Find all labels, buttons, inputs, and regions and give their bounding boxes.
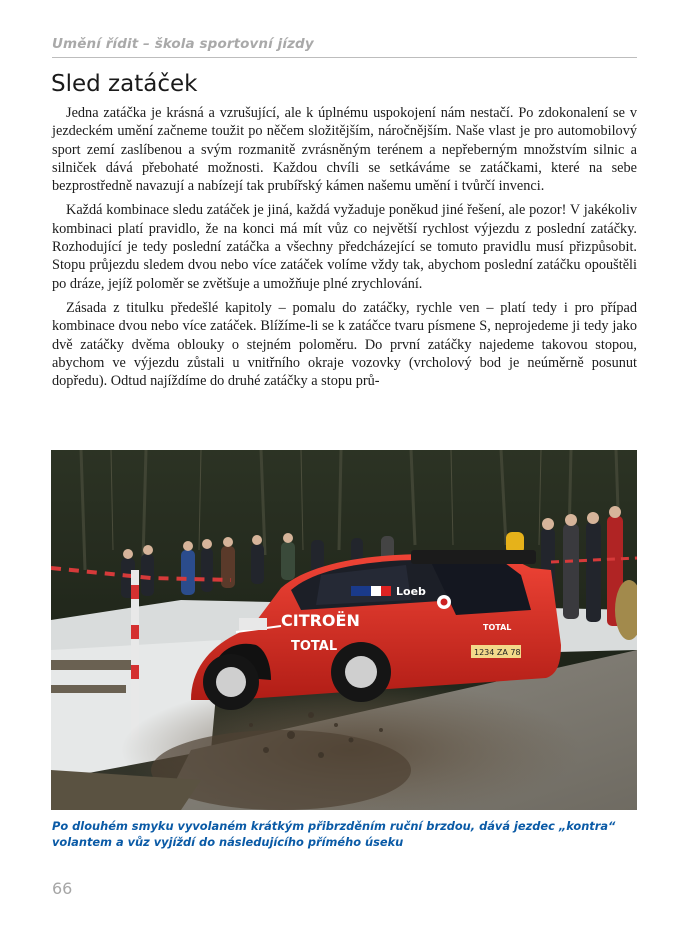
- header-divider: [52, 57, 637, 58]
- article-body: [52, 104, 637, 396]
- paragraph-2: Každá kombinace sledu zatáček je jiná, každá vyžaduje poněkud jiné řešení, ale pozor! V jakékoliv kombinaci platí pravidlo, že na konci má mít vůz co největší rychlost výjezdu z poslední zatáčky. Rozhodující je tedy poslední zatáčka a všechny předcházející se tomuto pravidlu musí přizpůsobit. Stopu průjezdu sledem dvou nebo více zatáček volíme vždy tak, abychom poslední zatáčku opouštěli po dráze, jejíž poloměr se zvětšuje a umožňuje plné zrychlování.: [52, 202, 637, 292]
- license-plate: 1234 ZA 78: [474, 648, 521, 657]
- section-title: Sled zatáček: [51, 71, 198, 97]
- photo-caption: Po dlouhém smyku vyvolaném krátkým přibrzděním ruční brzdou, dává jezdec „kontra“ volantem a vůz vyjíždí do následujícího přímého úseku: [52, 819, 616, 849]
- running-header: Umění řídit – škola sportovní jízdy: [52, 36, 314, 52]
- page-number: 66: [52, 879, 73, 898]
- car-brand-logo: CITROËN: [281, 611, 360, 630]
- svg-text:TOTAL: TOTAL: [483, 623, 512, 632]
- driver-name: Loeb: [396, 585, 426, 598]
- paragraph-1: Jedna zatáčka je krásná a vzrušující, ale k úplnému uspokojení nám nestačí. Po zdokonalení se v jezdeckém umění začneme toužit po něčem složitějším, náročnějším. Naše vlast je pro automobilový sport zemí zaslíbenou a svým rozmanitě zvrásněným terénem a nepřeberným množstvím silnic a silniček dává přebohaté možnosti. Každou chvíli se setkáváme se zatáčkami, které na sebe bezprostředně navazují a nabízejí tak prubířský kámen našemu umění i tvůrčí invenci.: [52, 105, 637, 195]
- paragraph-3: Zásada z titulku předešlé kapitoly – pomalu do zatáčky, rychle ven – platí tedy i pro případ kombinace dvou nebo více zatáček. Blížíme-li se k zatáčce tvaru písmene S, neprojedeme ji tedy jako dvě zatáčky dvěma oblouky o stejném poloměru. Do první zatáčky najedeme takovou stopou, abychom ve výjezdu zůstali u vnitřního okraje vozovky (vrcholový bod je neúměrně posunut dopředu). Odtud najíždíme do druhé zatáčky a stopu prů-: [52, 299, 637, 390]
- rally-car-photo: [51, 450, 637, 810]
- sponsor-logo: TOTAL: [291, 639, 338, 654]
